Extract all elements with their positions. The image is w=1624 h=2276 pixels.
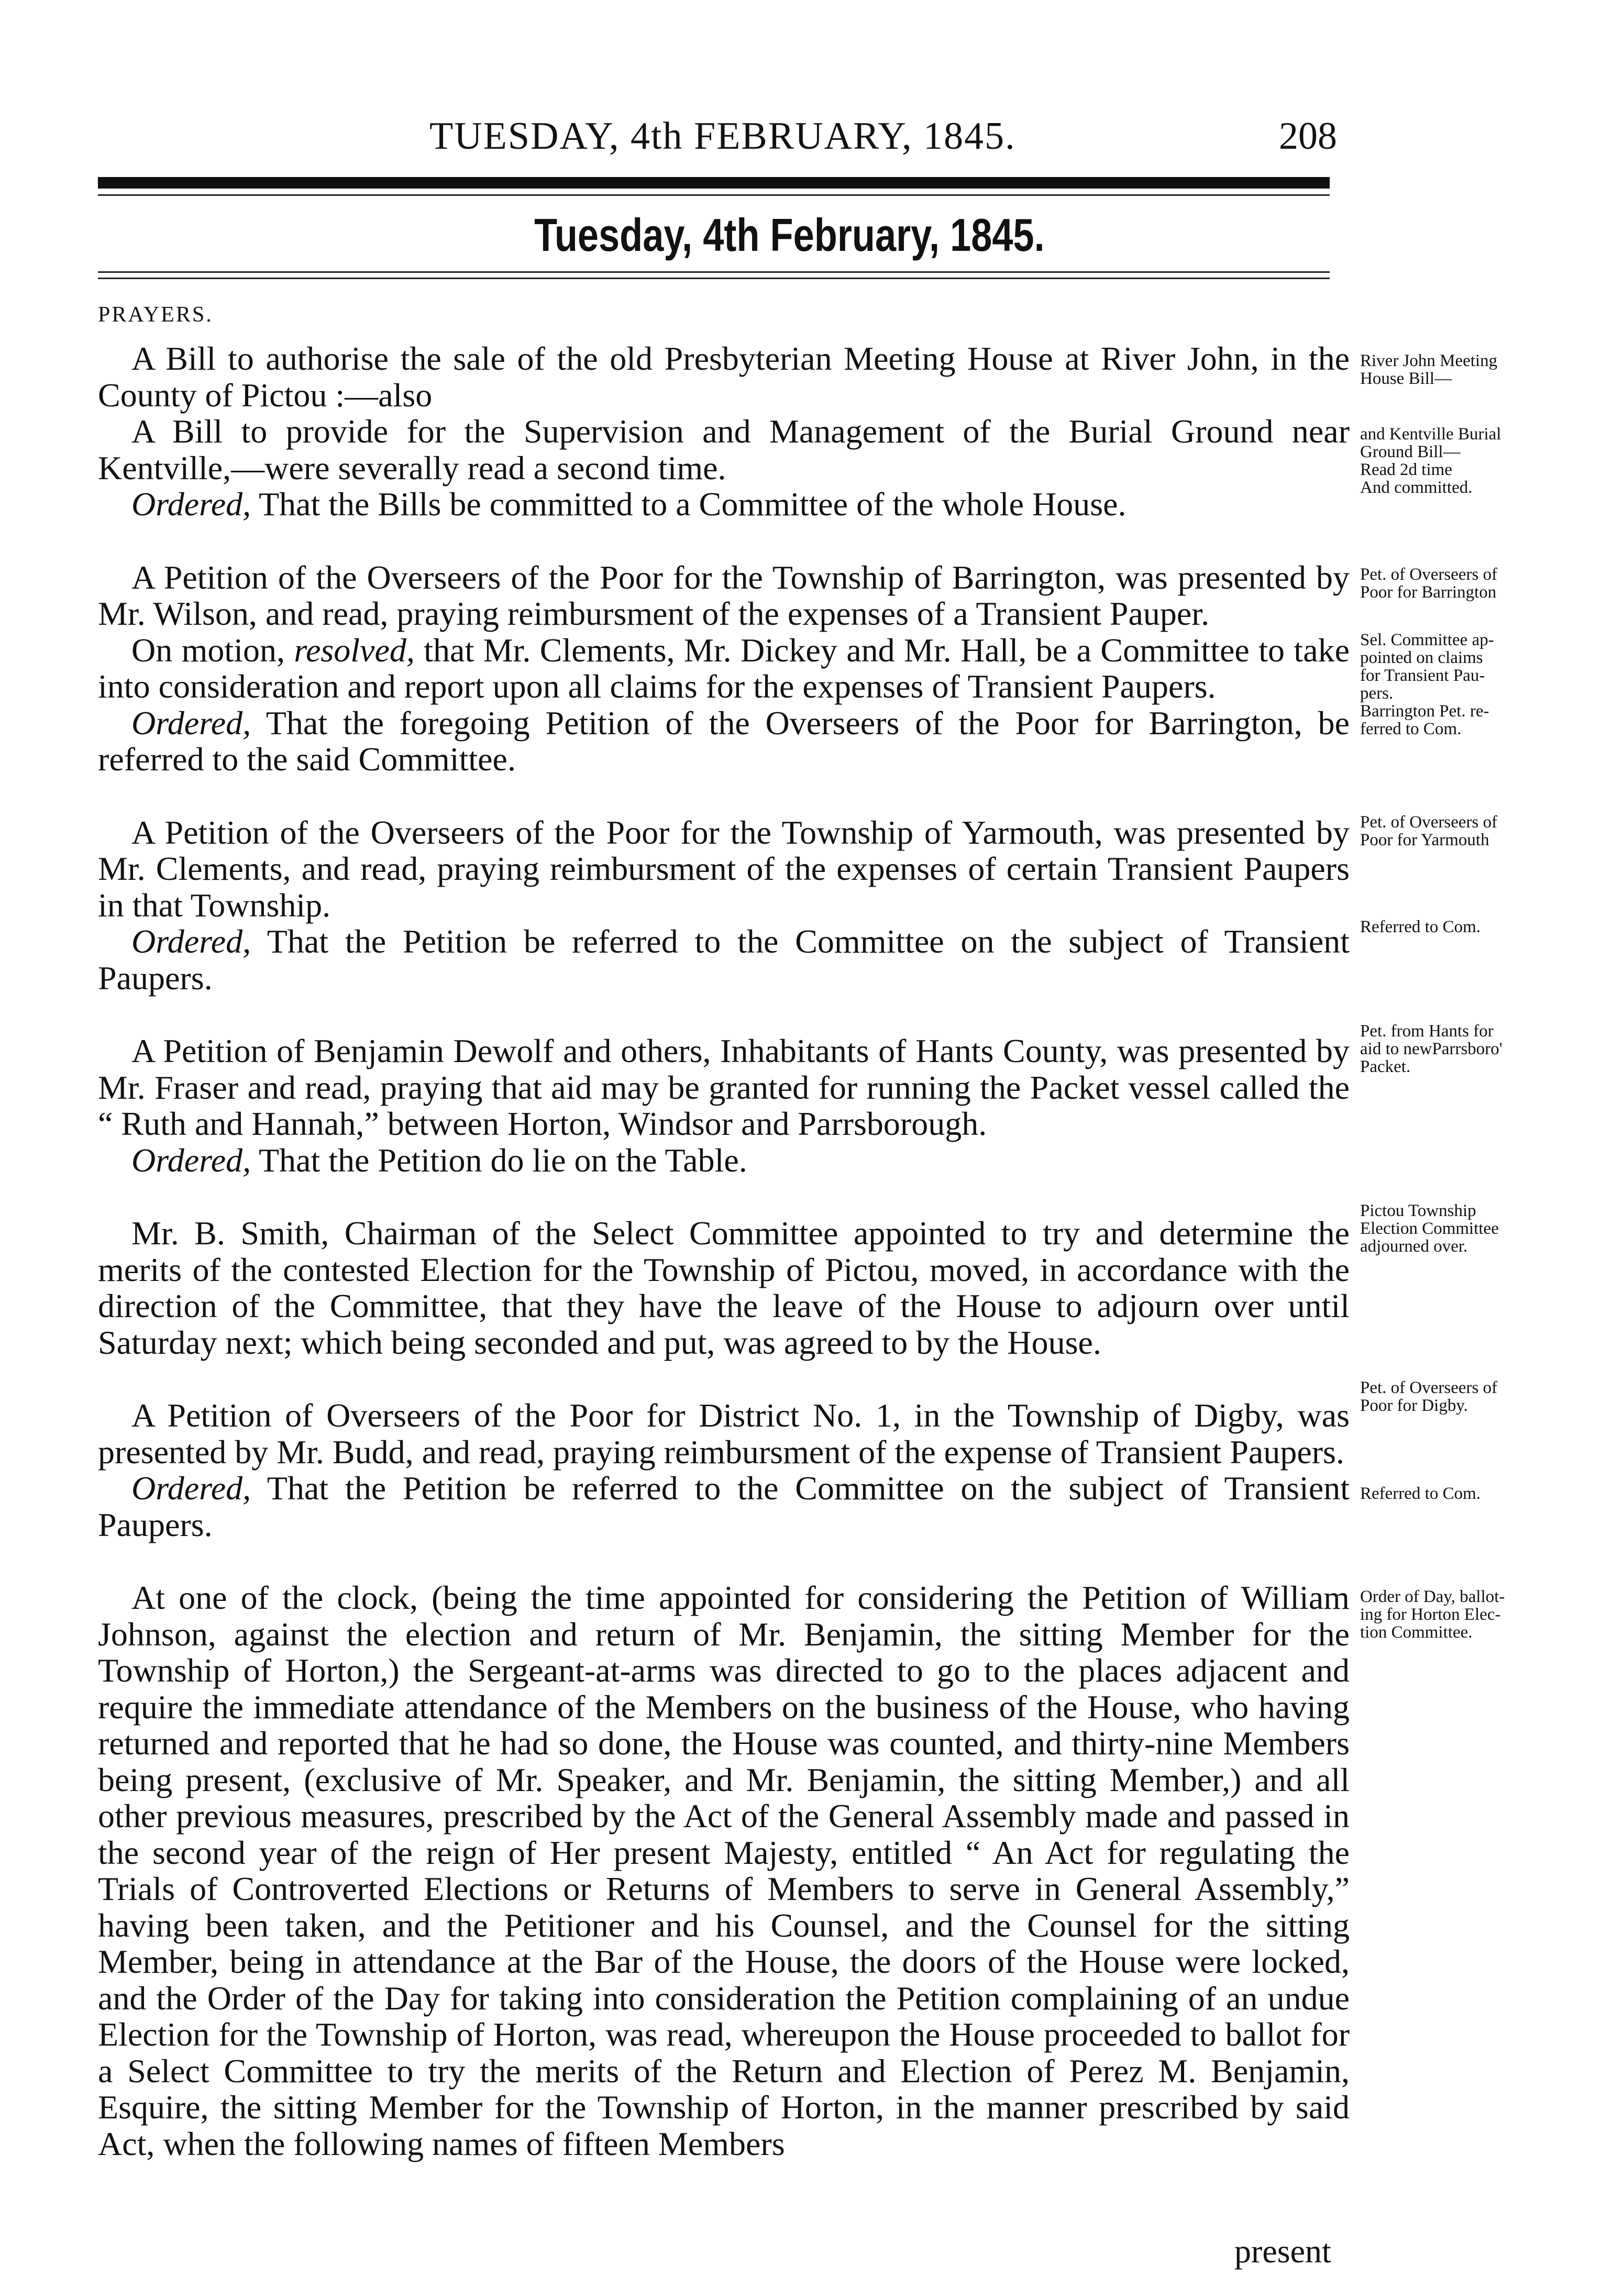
day-heading: Tuesday, 4th February, 1845. [534, 209, 1045, 261]
page-number: 208 [1279, 115, 1337, 158]
paragraph-gap [98, 523, 1350, 559]
margin-note-barrington-petition: Pet. of Overseers of Poor for Barrington [1360, 565, 1498, 602]
motion-text-rest: that Mr. Clements, Mr. Dickey and Mr. Hall, be a Committee to take into consideration and report upon all claims for the expenses of Transient Paupers. [98, 631, 1350, 705]
margin-note-river-john: River John Meeting House Bill— [1360, 351, 1498, 388]
margin-note-pictou-election: Pictou Township Election Committee adjourned over. [1360, 1201, 1499, 1256]
ordered-label: Ordered, [131, 1141, 251, 1179]
heading-rule-lower [98, 278, 1330, 279]
ordered-text: That the Petition be referred to the Committee on the subject of Transient Paupers. [98, 1470, 1350, 1543]
margin-note-kentville: and Kentville Burial Ground Bill— Read 2d time And committed. [1360, 425, 1501, 497]
prayers-label: PRAYERS. [98, 303, 213, 327]
ordered-label: Ordered, [131, 923, 251, 960]
paragraph-river-john-bill: A Bill to authorise the sale of the old Presbyterian Meeting House at River John, in the County of Pictou :—also [98, 340, 1350, 414]
ordered-text: That the Bills be committed to a Committee of the whole House. [251, 485, 1126, 523]
margin-note-digby-petition: Pet. of Overseers of Poor for Digby. [1360, 1378, 1498, 1415]
paragraph-digby-referred [98, 1470, 1350, 1543]
catchword: present [1234, 2233, 1331, 2270]
margin-note-yarmouth-petition: Pet. of Overseers of Poor for Yarmouth [1360, 813, 1498, 849]
margin-note-digby-referred: Referred to Com. [1360, 1484, 1481, 1503]
resolved-label: resolved, [294, 631, 415, 669]
ordered-text: That the Petition do lie on the Table. [251, 1141, 747, 1179]
margin-note-horton-election: Order of Day, ballot- ing for Horton Elec- tion Committee. [1360, 1587, 1505, 1642]
header-rule-thick [98, 177, 1330, 189]
header-rule-thin [98, 194, 1330, 196]
paragraph-gap [98, 996, 1350, 1033]
paragraph-horton-election: At one of the clock, (being the time appointed for considering the Petition of William Johnson, against the election and return of Mr. Benjamin, the sitting Member for the Township of Horton,) the Sergeant-at-arms was directed to go to the places adjacent and require the immediate attendance of the Members on the business of the House, who having returned and reported that he had so done, the House was counted, and thirty-nine Members being present, (exclusive of Mr. Speaker, and Mr. Benjamin, the sitting Member,) and all other previous measures, prescribed by the Act of the General Assembly made and passed in the second year of the reign of Her present Majesty, entitled “ An Act for regulating the Trials of Controverted Elections or Returns of Members to serve in General Assembly,” having been taken, and the Petitioner and his Counsel, and the Counsel for the sitting Member, being in attendance at the Bar of the House, the doors of the House were locked, and the Order of the Day for taking into consideration the Petition complaining of an undue Election for the Township of Horton, was read, whereupon the House proceeded to ballot for a Select Committee to try the merits of the Return and Election of Perez M. Benjamin, Esquire, the sitting Member for the Township of Horton, in the manner prescribed by said Act, when the following names of fifteen Members [98, 1579, 1350, 2162]
margin-note-yarmouth-referred: Referred to Com. [1360, 918, 1481, 936]
ordered-label: Ordered, [131, 485, 251, 523]
paragraph-barrington-petition: A Petition of the Overseers of the Poor for the Township of Barrington, was presented by Mr. Wilson, and read, praying reimbursment of the expenses of a Transient Pauper. [98, 558, 1350, 632]
ordered-text: That the foregoing Petition of the Overseers of the Poor for Barrington, be referred to the said Committee. [98, 704, 1350, 778]
motion-text: On motion, [131, 631, 294, 669]
paragraph-yarmouth-referred [98, 923, 1350, 996]
ordered-label: Ordered, [131, 1470, 251, 1507]
ordered-label: Ordered, [131, 704, 251, 742]
running-title: TUESDAY, 4th FEBRUARY, 1845. [429, 115, 1016, 158]
paragraph-hants-petition: A Petition of Benjamin Dewolf and others, Inhabitants of Hants County, was presented by Mr. Fraser and read, praying that aid may be granted for running the Packet vessel called the “ Ruth and Hannah,” between Horton, Windsor and Parrsborough. [98, 1032, 1350, 1142]
paragraph-gap [98, 1361, 1350, 1397]
ordered-text: That the Petition be referred to the Committee on the subject of Transient Paupers. [98, 923, 1350, 997]
paragraph-digby-petition: A Petition of Overseers of the Poor for District No. 1, in the Township of Digby, was presented by Mr. Budd, and read, praying reimbursment of the expense of Transient Paupers. [98, 1397, 1350, 1471]
margin-notes [1360, 0, 1617, 2276]
heading-rule-upper [98, 271, 1330, 273]
paragraph-yarmouth-petition: A Petition of the Overseers of the Poor for the Township of Yarmouth, was presented by Mr. Clements, and read, praying reimbursment of the expenses of certain Transient Paupers in that Township. [98, 813, 1350, 924]
paragraph-barrington-referred [98, 705, 1350, 778]
body-text [98, 340, 1350, 2162]
margin-note-select-committee: Sel. Committee ap- pointed on claims for Transient Pau- pers. Barrington Pet. re- ferred to Com. [1360, 631, 1494, 738]
paragraph-gap [98, 778, 1350, 814]
paragraph-select-committee [98, 632, 1350, 705]
paragraph-kentville-bill: A Bill to provide for the Supervision and Management of the Burial Ground near Kentville,—were severally read a second time. [98, 413, 1350, 487]
paragraph-pictou-election: Mr. B. Smith, Chairman of the Select Committee appointed to try and determine the merits of the contested Election for the Township of Pictou, moved, in accordance with the direction of the Committee, that they have the leave of the House to adjourn over until Saturday next; which being seconded and put, was agreed to by the House. [98, 1214, 1350, 1361]
paragraph-gap [98, 1543, 1350, 1579]
margin-note-hants-petition: Pet. from Hants for aid to newParrsboro' Packet. [1360, 1022, 1503, 1076]
paragraph-gap [98, 1178, 1350, 1215]
paragraph-hants-table [98, 1142, 1350, 1179]
paragraph-bills-committed [98, 486, 1350, 523]
